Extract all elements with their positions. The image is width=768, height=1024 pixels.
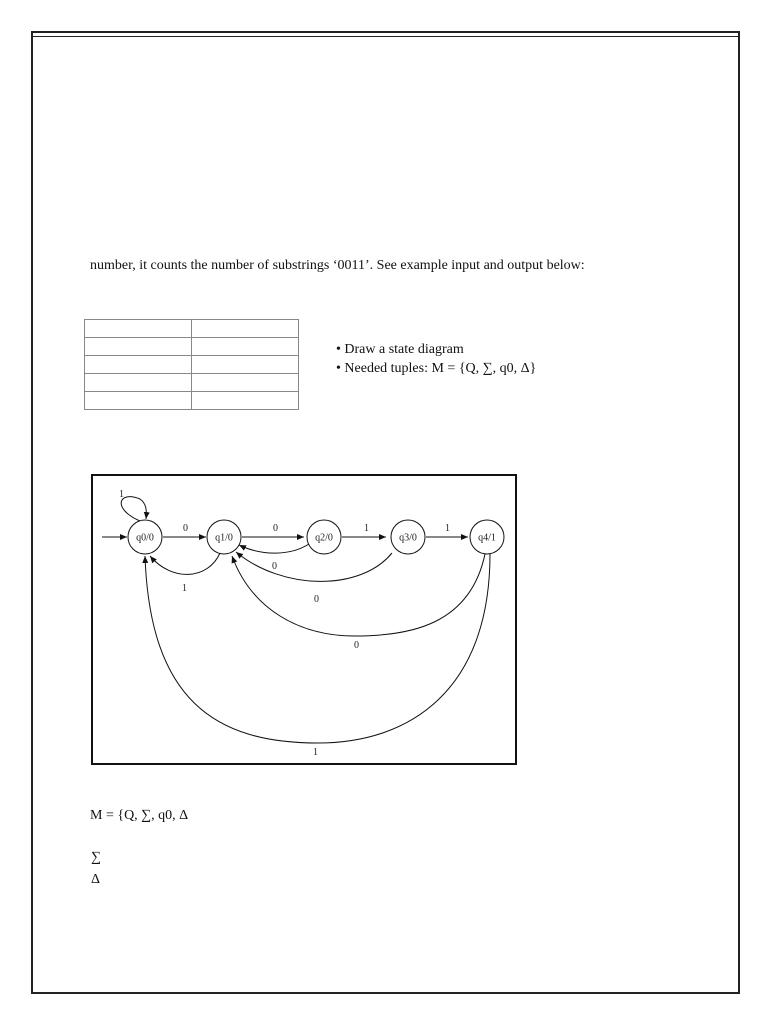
- intro-text: number, it counts the number of substrings ‘0011’. See example input and output below:: [90, 258, 585, 273]
- state-q4: [470, 520, 504, 554]
- edge-label-q2-q1: 0: [272, 561, 277, 572]
- edge-q1-q0: [150, 553, 220, 574]
- state-label-q1: q1/0: [215, 532, 233, 544]
- edge-label-q4-q0: 1: [313, 747, 318, 758]
- edge-label-q0-q0: 1: [119, 489, 124, 500]
- edge-label-q3-q1: 0: [314, 594, 319, 605]
- edge-q4-q1: [232, 554, 485, 636]
- state-label-q3: q3/0: [399, 532, 417, 544]
- edge-label-q3-q4: 1: [445, 523, 450, 534]
- state-q2: [307, 520, 341, 554]
- edge-label-q1-q0: 1: [182, 583, 187, 594]
- sigma-label: ∑: [91, 850, 101, 865]
- bullet-needed-tuples: • Needed tuples: M = {Q, ∑, q0, Δ}: [336, 361, 537, 376]
- state-label-q0: q0/0: [136, 532, 154, 544]
- bullet-draw-state-diagram: • Draw a state diagram: [336, 342, 464, 357]
- edge-label-q2-q3: 1: [364, 523, 369, 534]
- edge-q4-q0: [145, 554, 490, 743]
- edge-label-q0-q1: 0: [183, 523, 188, 534]
- state-q3: [391, 520, 425, 554]
- state-q0: [128, 520, 162, 554]
- edge-q2-q1: [239, 544, 309, 553]
- edge-q0-q0: [121, 497, 146, 521]
- edge-label-q4-q1: 0: [354, 640, 359, 651]
- tuple-definition: M = {Q, ∑, q0, Δ: [90, 808, 189, 823]
- edge-q3-q1: [236, 552, 392, 581]
- state-label-q4: q4/1: [478, 532, 496, 544]
- state-label-q2: q2/0: [315, 532, 333, 544]
- state-q1: [207, 520, 241, 554]
- edge-label-q1-q2: 0: [273, 523, 278, 534]
- delta-label: Δ: [91, 872, 101, 887]
